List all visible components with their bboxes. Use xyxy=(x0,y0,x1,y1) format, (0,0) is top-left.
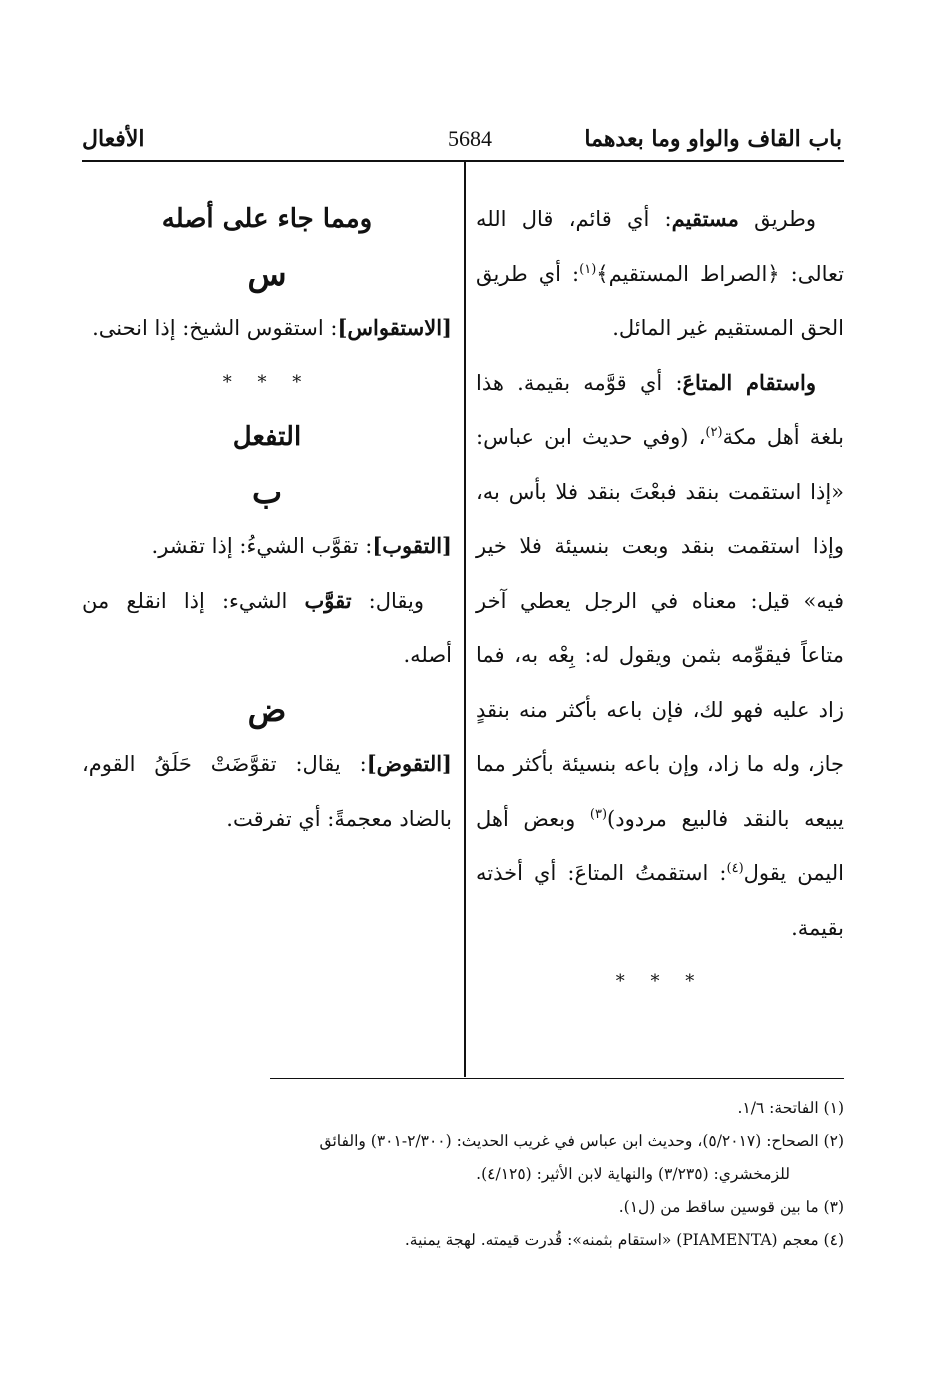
footnote-4: (٤) معجم (PIAMENTA) «استقام بثمنه»: قُدرت قيمته. لهجة يمنية. xyxy=(404,1231,844,1249)
footnote-2-continued: للزمخشري: (٣/٢٣٥) والنهاية لابن الأثير: (٤/١٢٥). xyxy=(476,1165,790,1183)
headword: [الاستقواس] xyxy=(337,315,452,340)
letter-heading-ba: ب xyxy=(251,472,283,511)
section-heading: التفعل xyxy=(232,422,302,452)
text: وطريق xyxy=(738,207,816,231)
text: : تقوَّب الشيءُ: إذا تقشر. xyxy=(151,534,373,558)
text: : أي طريق الحق المستقيم غير المائل. xyxy=(476,261,844,340)
page-number: 5684 xyxy=(448,126,492,151)
footnote-ref: (٢) xyxy=(705,425,723,440)
text: : استقوس الشيخ: إذا انحنى. xyxy=(92,316,338,340)
text: ويقال: xyxy=(351,588,425,613)
column-divider xyxy=(464,162,466,1077)
headword: واستقام المتاعَ xyxy=(682,369,816,395)
text: : استقمتُ المتاعَ: أي أخذته بقيمة. xyxy=(476,861,844,940)
text: : أي قوَّمه بقيمة. هذا بلغة أهل مكة xyxy=(476,370,844,449)
running-header xyxy=(0,118,940,164)
left-column xyxy=(82,192,452,846)
text: : أي قائم، قال الله تعالى: ﴿الصراط المستقيم﴾ xyxy=(476,207,845,286)
section-separator: * * * xyxy=(615,971,705,992)
footnote-3: (٣) ما بين قوسين ساقط من (ل١). xyxy=(618,1198,844,1216)
entry-istiqwas xyxy=(82,301,452,356)
footnote-ref: (٣) xyxy=(589,806,608,822)
text: : يقال: تقوَّضَتْ حَلَقُ القوم، بالضاد معجمةً: أي تفرقت. xyxy=(82,752,452,831)
entry-taqawwud xyxy=(82,737,452,846)
entry-taqawwub-2 xyxy=(82,574,452,683)
headword: [التقوب] xyxy=(372,533,452,558)
entry-taqawwub xyxy=(82,519,452,574)
headword: تقوَّب xyxy=(304,587,352,613)
text: الشيء: إذا انقلع من أصله. xyxy=(82,588,452,667)
text: ، (وفي حديث ابن عباس: «إذا استقمت بنقد فبعْتَ بنقد فلا بأس به، وإذا استقمت بنقد وبعت بنسيئة فلا خير فيه» قيل: معناه في الرجل يعطي آخر متاعاً فيقوِّمه بثمن ويقول له: بِعْه به، فما زاد عليه فهو لك، فإن باعه بأكثر منه بنقدٍ جاز، وله ما زاد، وإن باعه بنسيئة بأكثر مما يبيعه بالنقد فالبيع مردود) xyxy=(476,425,844,831)
header-rule xyxy=(82,160,844,162)
subsection-heading: ومما جاء على أصله xyxy=(161,204,373,234)
entry-mustaqim xyxy=(476,192,844,356)
entry-istiqam-almata xyxy=(476,356,844,956)
letter-heading-sin: س xyxy=(247,254,287,293)
letter-heading-dad: ض xyxy=(247,690,287,729)
text: وبعض أهل اليمن يقول xyxy=(476,806,844,885)
footnote-2: (٢) الصحاح: (٥/٢٠١٧)، وحديث ابن عباس في غريب الحديث: (٢/٣٠٠-٣٠١) والفائق xyxy=(319,1132,844,1150)
footnote-rule xyxy=(270,1078,844,1079)
headword: [التقوض] xyxy=(366,751,452,776)
headword: مستقيم xyxy=(671,206,739,231)
section-title: الأفعال xyxy=(82,126,145,152)
chapter-title: باب القاف والواو وما بعدهما xyxy=(584,126,842,152)
section-separator: * * * xyxy=(222,371,312,393)
footnote-1: (١) الفاتحة: ١/٦. xyxy=(737,1099,844,1117)
footnote-ref: (١) xyxy=(579,261,597,277)
footnote-ref: (٤) xyxy=(726,861,744,876)
right-column xyxy=(476,192,844,1010)
footnotes xyxy=(82,1092,844,1257)
